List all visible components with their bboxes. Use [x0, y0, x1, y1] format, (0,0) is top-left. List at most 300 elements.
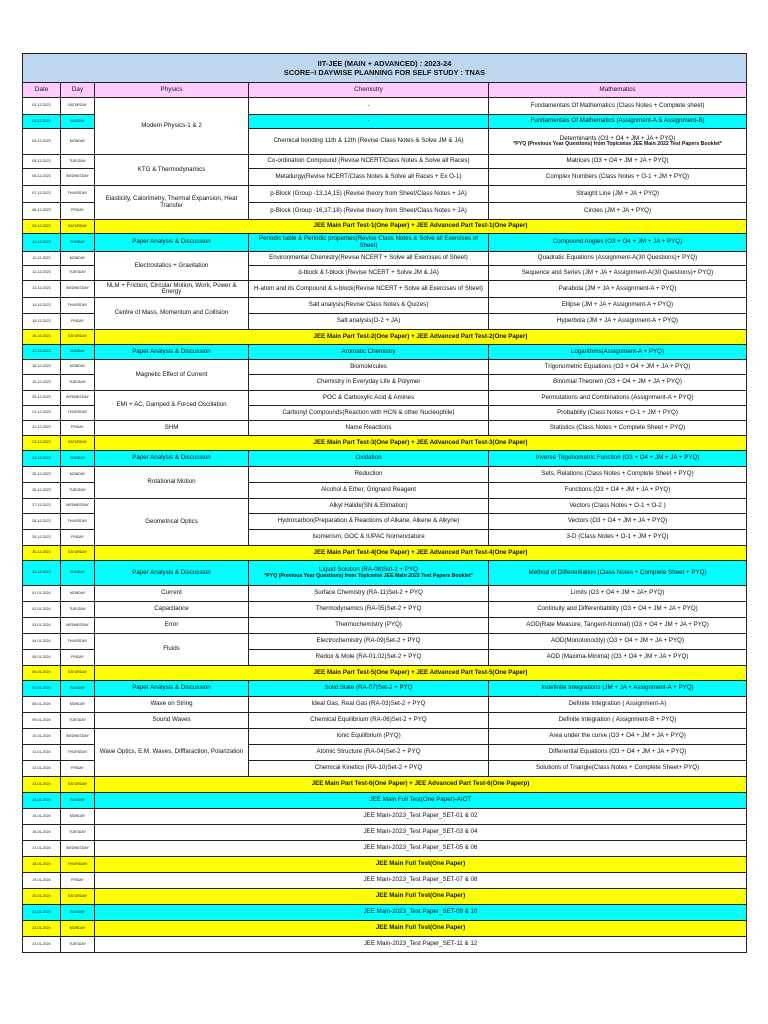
- day-cell: TUESDAY: [61, 713, 95, 729]
- date-cell: 04-12-2023: [23, 129, 61, 155]
- chemistry-cell: [249, 129, 489, 155]
- mathematics-cell: [489, 281, 747, 298]
- day-cell: SUNDAY: [61, 234, 95, 252]
- chemistry-cell: [249, 451, 489, 467]
- chemistry-cell-text: Name Reactions: [345, 423, 392, 431]
- mathematics-cell-text: 3-D (Class Notes + O-1 + JM + PYQ): [566, 533, 669, 541]
- chemistry-cell: [249, 360, 489, 375]
- date-cell: 20-01-2024: [23, 889, 61, 905]
- title-line-2: SCORE–I DAYWISE PLANNING FOR SELF STUDY : TNAS: [283, 68, 486, 77]
- day-cell: WEDNESDAY: [61, 841, 95, 857]
- date-cell: 10-01-2024: [23, 729, 61, 745]
- chemistry-cell: [249, 729, 489, 745]
- chemistry-cell: [249, 155, 489, 169]
- mathematics-cell: [489, 697, 747, 713]
- chemistry-cell-text: Thermodynamics (RA-05)Set-2 + PYQ: [315, 605, 422, 613]
- day-cell: FRIDAY: [61, 421, 95, 436]
- date-cell: 13-01-2024: [23, 777, 61, 793]
- chemistry-cell: [249, 499, 489, 514]
- physics-cell: [95, 186, 249, 220]
- physics-cell: [95, 729, 249, 777]
- mathematics-cell: [489, 375, 747, 391]
- test-cell: JEE Main Part Test-2(One Paper) + JEE Advanced Part Test-2(One Paper): [95, 330, 747, 345]
- mathematics-cell: [489, 98, 747, 115]
- day-cell: SUNDAY: [61, 451, 95, 467]
- day-cell: MONDAY: [61, 921, 95, 937]
- chemistry-cell: [249, 586, 489, 602]
- day-cell: THURSDAY: [61, 857, 95, 873]
- day-cell: SATURDAY: [61, 777, 95, 793]
- day-cell: MONDAY: [61, 697, 95, 713]
- day-cell: TUESDAY: [61, 155, 95, 169]
- header-physics: Physics: [95, 83, 249, 98]
- date-cell: 03-01-2024: [23, 618, 61, 634]
- mathematics-cell: [489, 729, 747, 745]
- day-row: [23, 436, 747, 451]
- chemistry-cell: [249, 314, 489, 330]
- day-cell: WEDNESDAY: [61, 618, 95, 634]
- mathematics-cell-text: Functions (O3 + O4 + JM + JA + PYQ): [564, 486, 671, 494]
- date-cell: 06-12-2023: [23, 169, 61, 186]
- chemistry-cell-text: Ionic Equilibrium (PYQ): [336, 732, 401, 740]
- day-cell: SATURDAY: [61, 546, 95, 561]
- mathematics-cell-text: Limits (O3 + O4 + JM + JA+ PYQ): [570, 589, 665, 597]
- header-date: Date: [23, 83, 61, 98]
- date-cell: 17-12-2023: [23, 345, 61, 360]
- chemistry-cell: [249, 618, 489, 634]
- test-cell: JEE Main Part Test-1(One Paper) + JEE Advanced Part Test-1(One Paper): [95, 220, 747, 234]
- mathematics-cell: [489, 314, 747, 330]
- mathematics-cell: [489, 345, 747, 360]
- mathematics-cell: [489, 499, 747, 514]
- mathematics-cell-text: Vectors (O3 + O4 + JM + JA + PYQ): [567, 517, 668, 525]
- day-row: [23, 681, 747, 697]
- physics-cell-text: Paper Analysis & Discussion: [132, 347, 211, 355]
- chemistry-cell: [249, 561, 489, 586]
- date-cell: 07-12-2023: [23, 186, 61, 203]
- test-cell: JEE Main Full Test(One Paper): [95, 889, 747, 905]
- mathematics-cell-text: Solutions of Triangle(Class Notes + Complete Sheet+ PYQ): [535, 764, 700, 772]
- day-cell: SUNDAY: [61, 561, 95, 586]
- day-cell: SUNDAY: [61, 115, 95, 129]
- chemistry-cell-text: Metallurgy(Revise NCERT/Class Notes & Solve all Races + Ex O-1): [275, 172, 462, 180]
- chemistry-cell-text: Aromatic Chemistry: [341, 347, 396, 355]
- chemistry-cell: [249, 252, 489, 266]
- mathematics-cell-text: Fundamentals Of Mathematics (Assignment-A & Assignment-B): [530, 117, 705, 125]
- chemistry-cell-text: Thermochemistry (PYQ): [335, 621, 402, 629]
- mathematics-cell-text: Inverse Trigonometric Function (O3 + O4 + JM + JA + PYQ): [535, 454, 700, 462]
- mathematics-cell-text: Binomial Theorem (O3 + O4 + JM + JA + PYQ): [553, 378, 682, 386]
- day-cell: TUESDAY: [61, 266, 95, 281]
- physics-cell: [95, 602, 249, 618]
- day-row: [23, 729, 747, 745]
- chemistry-cell-text: Carbonyl Compounds(Reaction with HCN & other Nucleophile): [282, 408, 455, 416]
- mathematics-cell: [489, 761, 747, 777]
- day-cell: TUESDAY: [61, 483, 95, 499]
- mathematics-cell-text: Vectors (Class Notes + O-1 + O-2 ): [569, 501, 666, 509]
- day-cell: THURSDAY: [61, 186, 95, 203]
- date-cell: 30-12-2023: [23, 546, 61, 561]
- chemistry-cell: [249, 761, 489, 777]
- chemistry-cell-text: Biomolecules: [350, 362, 387, 370]
- day-cell: THURSDAY: [61, 634, 95, 650]
- day-cell: SATURDAY: [61, 889, 95, 905]
- physics-cell: [95, 252, 249, 281]
- day-row: [23, 777, 747, 793]
- mathematics-cell: [489, 203, 747, 220]
- mathematics-cell-text: Hyperbola (JM + JA + Assignment-A + PYQ): [556, 317, 679, 325]
- date-cell: 16-12-2023: [23, 330, 61, 345]
- day-cell: SATURDAY: [61, 666, 95, 681]
- physics-cell-text: Geometrical Optics: [145, 517, 198, 525]
- header-day: Day: [61, 83, 95, 98]
- day-cell: FRIDAY: [61, 873, 95, 889]
- day-cell: THURSDAY: [61, 406, 95, 421]
- date-cell: 09-01-2024: [23, 713, 61, 729]
- test-cell: JEE Main Part Test-5(One Paper) + JEE Advanced Part Test-5(One Paper): [95, 666, 747, 681]
- mathematics-cell-text: Quadratic Equations (Assignment-A(30 Questions)+ PYQ): [537, 254, 698, 262]
- day-row: [23, 713, 747, 729]
- physics-cell-text: Paper Analysis & Discussion: [132, 684, 211, 692]
- chemistry-cell-text: Surface Chemistry (RA-11)Set-2 + PYQ: [314, 589, 423, 597]
- day-row: [23, 252, 747, 266]
- date-cell: 21-01-2024: [23, 905, 61, 921]
- chemistry-cell: [249, 467, 489, 483]
- planning-table: [22, 53, 747, 953]
- date-cell: 20-12-2023: [23, 391, 61, 406]
- test-cell: JEE Main-2023_Test Paper_SET-09 & 10: [95, 905, 747, 921]
- day-row: [23, 155, 747, 169]
- day-row: [23, 234, 747, 252]
- day-row: [23, 666, 747, 681]
- mathematics-cell: [489, 451, 747, 467]
- day-row: [23, 825, 747, 841]
- test-cell: JEE Main Full Test(One Paper)-AIOT: [95, 793, 747, 809]
- mathematics-cell: [489, 391, 747, 406]
- chemistry-cell-text: POC & Carboxylic Acid & Amines: [322, 393, 415, 401]
- chemistry-cell: [249, 266, 489, 281]
- test-cell: JEE Main Part Test-6(One Paper) + JEE Advanced Part Test-6(One Paperp): [95, 777, 747, 793]
- test-cell: JEE Main Part Test-4(One Paper) + JEE Advanced Part Test-4(One Paper): [95, 546, 747, 561]
- physics-cell-text: Current: [161, 589, 182, 597]
- physics-cell: [95, 697, 249, 713]
- day-cell: MONDAY: [61, 360, 95, 375]
- physics-cell-text: Electrostatics + Gravitation: [134, 261, 209, 269]
- date-cell: 15-12-2023: [23, 314, 61, 330]
- mathematics-cell: [489, 650, 747, 666]
- day-row: [23, 905, 747, 921]
- test-cell: JEE Main-2023_Test Paper_SET-03 & 04: [95, 825, 747, 841]
- chemistry-cell-text: -: [367, 117, 370, 125]
- chemistry-cell: [249, 483, 489, 499]
- day-cell: MONDAY: [61, 586, 95, 602]
- day-cell: WEDNESDAY: [61, 729, 95, 745]
- date-cell: 22-01-2024: [23, 921, 61, 937]
- chemistry-cell: [249, 203, 489, 220]
- date-cell: 14-01-2024: [23, 793, 61, 809]
- physics-cell: [95, 421, 249, 436]
- date-cell: 02-01-2024: [23, 602, 61, 618]
- chemistry-cell-text: H-atom and its Compound & s-block(Revise NCERT + Solve all Exercises of Sheet): [254, 284, 483, 292]
- mathematics-cell-text: Trigonometric Equations (O3 + O4 + JM + JA + PYQ): [544, 362, 691, 370]
- date-cell: 28-12-2023: [23, 514, 61, 530]
- day-cell: WEDNESDAY: [61, 499, 95, 514]
- chemistry-cell: [249, 530, 489, 546]
- chemistry-cell: [249, 602, 489, 618]
- header-mathematics: Mathematics: [489, 83, 747, 98]
- physics-cell: [95, 681, 249, 697]
- day-cell: TUESDAY: [61, 375, 95, 391]
- chemistry-cell-text: Chemical Equilibrium (RA-06)Set-2 + PYQ: [310, 716, 427, 724]
- chemistry-cell: [249, 186, 489, 203]
- day-cell: TUESDAY: [61, 602, 95, 618]
- mathematics-cell-text: Parabola (JM + JA + Assignment-A + PYQ): [558, 284, 677, 292]
- date-cell: 11-12-2023: [23, 252, 61, 266]
- day-row: [23, 298, 747, 314]
- day-row: [23, 451, 747, 467]
- day-row: [23, 937, 747, 953]
- chemistry-cell: [249, 406, 489, 421]
- physics-cell-text: Paper Analysis & Discussion: [132, 238, 211, 246]
- chemistry-cell-text: Isomerism, GOC & IUPAC Nomenclature: [312, 533, 425, 541]
- physics-cell: [95, 298, 249, 330]
- date-cell: 23-12-2023: [23, 436, 61, 451]
- date-cell: 15-01-2024: [23, 809, 61, 825]
- mathematics-cell-text: Circles (JM + JA + PYQ): [583, 206, 652, 214]
- title-line-1: IIT-JEE (MAIN + ADVANCED) : 2023-24: [317, 58, 452, 68]
- day-row: [23, 98, 747, 115]
- day-cell: TUESDAY: [61, 825, 95, 841]
- date-cell: 07-01-2024: [23, 681, 61, 697]
- physics-cell-text: EMI + AC, Damped & Forced Oscillation: [116, 401, 227, 409]
- day-cell: MONDAY: [61, 467, 95, 483]
- physics-cell-text: Wave Optics, E.M. Waves, Difffaraction, Polarization: [99, 748, 244, 756]
- mathematics-cell: [489, 681, 747, 697]
- chemistry-cell-text: Reduction: [354, 470, 383, 478]
- test-cell: JEE Main-2023_Test Paper_SET-05 & 06: [95, 841, 747, 857]
- physics-cell: [95, 634, 249, 666]
- mathematics-cell: [489, 266, 747, 281]
- chemistry-cell: [249, 345, 489, 360]
- mathematics-cell-text: Fundamentals Of Mathematics (Class Notes + Complete sheet): [530, 101, 705, 109]
- test-cell: JEE Main Full Test(One Paper): [95, 921, 747, 937]
- chemistry-cell-text: Ideal Gas, Real Gas (RA-03)Set-2 + PYQ: [311, 700, 426, 708]
- mathematics-cell: [489, 234, 747, 252]
- chemistry-cell: [249, 234, 489, 252]
- mathematics-cell: [489, 421, 747, 436]
- physics-cell-text: SHM: [164, 423, 179, 431]
- date-cell: 18-01-2024: [23, 857, 61, 873]
- chemistry-cell-text: d-block & f-block (Revise NCERT + Solve JM & JA): [298, 268, 439, 276]
- day-cell: SUNDAY: [61, 905, 95, 921]
- physics-cell: [95, 360, 249, 391]
- mathematics-cell-text: Sequence and Series (JM + JA + Assignment-A(30 Questions)+ PYQ): [521, 268, 714, 276]
- day-row: [23, 841, 747, 857]
- chemistry-cell-text: p-Block (Group -13,14,15) (Revise theory from Sheet/Class Notes + JA): [270, 189, 467, 197]
- physics-cell-text: KTG & Thermodynamics: [137, 165, 206, 173]
- chemistry-cell: [249, 169, 489, 186]
- physics-cell-text: Wave on String: [150, 700, 193, 708]
- chemistry-cell: [249, 98, 489, 115]
- mathematics-cell-text: Straight Line (JM + JA + PYQ): [576, 189, 659, 197]
- day-cell: MONDAY: [61, 252, 95, 266]
- mathematics-cell-text: AOD (Maxima-Minima) (O3 + O4 + JM + JA + PYQ): [546, 653, 689, 661]
- mathematics-cell-text: AOD(Monotonocity) (O3 + O4 + JM + JA + PYQ): [550, 637, 685, 645]
- mathematics-cell: [489, 252, 747, 266]
- date-cell: 21-12-2023: [23, 406, 61, 421]
- chemistry-cell-text: Environmental Chemistry(Revise NCERT + Solve all Exercises of Sheet): [269, 254, 468, 262]
- date-cell: 18-12-2023: [23, 360, 61, 375]
- day-row: [23, 697, 747, 713]
- physics-cell: [95, 561, 249, 586]
- mathematics-cell: [489, 298, 747, 314]
- mathematics-cell-text: Continuity and Differentiability (O3 + O4 + JM + JA + PYQ): [537, 605, 698, 613]
- physics-cell-text: Capacitance: [154, 605, 189, 613]
- chemistry-cell: [249, 115, 489, 129]
- test-cell: JEE Main Part Test-3(One Paper) + JEE Advanced Part Test-3(One Paper): [95, 436, 747, 451]
- physics-cell: [95, 618, 249, 634]
- chemistry-cell-text: Salt analysis(O-2 + JA): [336, 317, 401, 325]
- chemistry-cell: [249, 375, 489, 391]
- physics-cell-text: Rotational Motion: [147, 478, 196, 486]
- chemistry-cell: [249, 634, 489, 650]
- day-row: [23, 602, 747, 618]
- date-cell: 03-12-2023: [23, 115, 61, 129]
- header-chemistry: Chemistry: [249, 83, 489, 98]
- date-cell: 19-12-2023: [23, 375, 61, 391]
- day-cell: SATURDAY: [61, 98, 95, 115]
- mathematics-cell-text: Logarithms(Assignment-A + PYQ): [570, 347, 665, 355]
- chemistry-cell: [249, 298, 489, 314]
- test-cell: JEE Main-2023_Test Paper_SET-07 & 08: [95, 873, 747, 889]
- day-cell: SATURDAY: [61, 330, 95, 345]
- day-cell: SUNDAY: [61, 681, 95, 697]
- chemistry-cell-text: Alkyl Halide(SN & Elimation): [329, 501, 408, 509]
- day-cell: SATURDAY: [61, 220, 95, 234]
- date-cell: 12-12-2023: [23, 266, 61, 281]
- mathematics-cell: [489, 602, 747, 618]
- date-cell: 26-12-2023: [23, 483, 61, 499]
- mathematics-cell: [489, 406, 747, 421]
- date-cell: 24-12-2023: [23, 451, 61, 467]
- chemistry-cell: [249, 281, 489, 298]
- mathematics-cell: [489, 745, 747, 761]
- mathematics-cell-text: Definite Integration ( Assignment-A): [568, 700, 667, 708]
- chemistry-cell-note: *PYQ (Previous Year Questions) from Topicwise JEE Main 2022 Test Papers Booklet*: [264, 572, 473, 579]
- chemistry-cell-text: Chemical Kinetics (RA-10)Set-2 + PYQ: [314, 764, 423, 772]
- chemistry-cell-text: Redox & Mole (RA-01,02)Set-2 + PYQ: [315, 653, 422, 661]
- chemistry-cell: [249, 713, 489, 729]
- day-row: [23, 330, 747, 345]
- chemistry-cell-text: -: [367, 101, 370, 109]
- day-cell: WEDNESDAY: [61, 391, 95, 406]
- mathematics-cell: [489, 360, 747, 375]
- chemistry-cell-text: Salt analysis(Revise Class Notes & Quizes): [308, 301, 429, 309]
- day-cell: THURSDAY: [61, 298, 95, 314]
- mathematics-cell: [489, 129, 747, 155]
- physics-cell: [95, 451, 249, 467]
- day-cell: THURSDAY: [61, 514, 95, 530]
- chemistry-cell: [249, 391, 489, 406]
- mathematics-cell: [489, 467, 747, 483]
- day-cell: FRIDAY: [61, 530, 95, 546]
- mathematics-cell: [489, 155, 747, 169]
- physics-cell: [95, 586, 249, 602]
- physics-cell-text: Paper Analysis & Discussion: [132, 568, 211, 576]
- chemistry-cell-text: Alcohol & Ether, Grignard Reagent: [321, 486, 416, 494]
- day-row: [23, 809, 747, 825]
- day-row: [23, 281, 747, 298]
- chemistry-cell-text: Electrochemistry (RA-09)Set-2 + PYQ: [316, 637, 421, 645]
- day-cell: MONDAY: [61, 129, 95, 155]
- date-cell: 17-01-2024: [23, 841, 61, 857]
- date-cell: 10-12-2023: [23, 234, 61, 252]
- chemistry-cell-text: Periodic table & Periodic properties(Revise Class Notes & Solve all Exercises of Sheet): [258, 235, 479, 249]
- day-row: [23, 857, 747, 873]
- physics-cell-text: NLM + Friction, Circular Motion, Work, Power & Energy: [106, 281, 237, 295]
- day-row: [23, 634, 747, 650]
- date-cell: 31-12-2023: [23, 561, 61, 586]
- date-cell: 11-01-2024: [23, 745, 61, 761]
- mathematics-cell: [489, 169, 747, 186]
- date-cell: 09-12-2023: [23, 220, 61, 234]
- day-cell: FRIDAY: [61, 761, 95, 777]
- test-cell: JEE Main-2023_Test Paper_SET-01 & 02: [95, 809, 747, 825]
- day-row: [23, 586, 747, 602]
- physics-cell: [95, 155, 249, 186]
- mathematics-cell-text: Permutations and Combinations (Assignment-A + PYQ): [541, 393, 694, 401]
- physics-cell: [95, 98, 249, 155]
- mathematics-cell: [489, 483, 747, 499]
- mathematics-cell-text: Complex Numbers (Class Notes + O-1 + JM + PYQ): [545, 172, 690, 180]
- day-row: [23, 391, 747, 406]
- day-row: [23, 467, 747, 483]
- day-row: [23, 345, 747, 360]
- date-cell: 01-01-2024: [23, 586, 61, 602]
- mathematics-cell: [489, 186, 747, 203]
- mathematics-cell-text: Compound Angles (O3 + O4 + JM + JA + PYQ): [552, 238, 683, 246]
- physics-cell: [95, 467, 249, 499]
- chemistry-cell: [249, 745, 489, 761]
- date-cell: 05-01-2024: [23, 650, 61, 666]
- date-cell: 23-01-2024: [23, 937, 61, 953]
- mathematics-cell: [489, 713, 747, 729]
- chemistry-cell: [249, 514, 489, 530]
- day-row: [23, 220, 747, 234]
- day-row: [23, 421, 747, 436]
- day-row: [23, 546, 747, 561]
- date-cell: 16-01-2024: [23, 825, 61, 841]
- date-cell: 05-12-2023: [23, 155, 61, 169]
- chemistry-cell-text: Liquid Solution (RA-08)Set-2 + PYQ: [319, 566, 418, 574]
- chemistry-cell-text: Co-ordination Compound (Revise NCERT/Class Notes & Solve all Races): [267, 157, 470, 165]
- chemistry-cell: [249, 697, 489, 713]
- day-row: [23, 360, 747, 375]
- mathematics-cell-text: Area under the curve (O3 + O4 + JM + JA + PYQ): [549, 732, 686, 740]
- chemistry-cell-text: Chemical bonding 11th & 12th (Revise Class Notes & Solve JM & JA): [273, 137, 464, 145]
- date-cell: 22-12-2023: [23, 421, 61, 436]
- mathematics-cell-note: *PYQ (Previous Year Questions) from Topicwise JEE Main 2022 Test Papers Booklet*: [513, 141, 722, 148]
- day-row: [23, 873, 747, 889]
- test-cell: JEE Main-2023_Test Paper_SET-11 & 12: [95, 937, 747, 953]
- mathematics-cell-text: Probability (Class Notes + O-1 + JM + PYQ): [557, 408, 678, 416]
- physics-cell: [95, 713, 249, 729]
- physics-cell: [95, 499, 249, 546]
- mathematics-cell: [489, 561, 747, 586]
- day-cell: FRIDAY: [61, 314, 95, 330]
- day-cell: MONDAY: [61, 809, 95, 825]
- date-cell: 08-12-2023: [23, 203, 61, 220]
